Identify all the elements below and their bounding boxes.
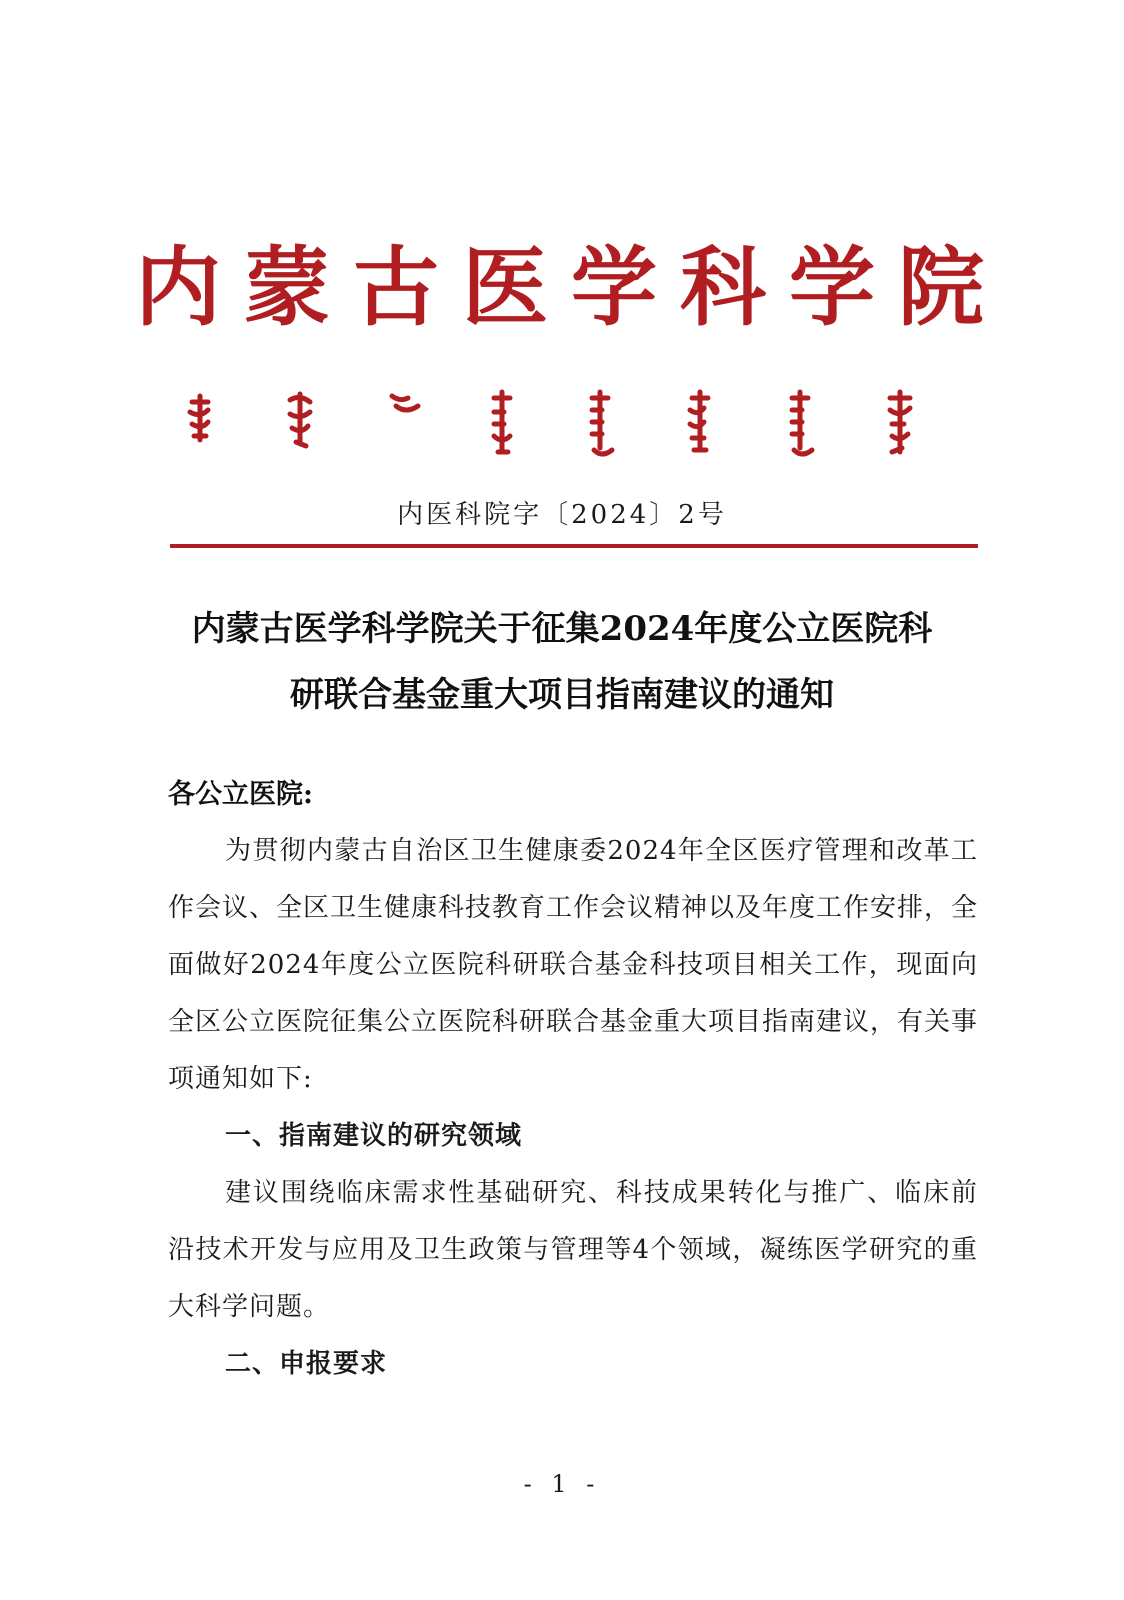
mongolian-glyph-5 xyxy=(578,388,618,460)
section-2-heading: 二、申报要求 xyxy=(225,1349,388,1379)
header-divider xyxy=(170,544,978,548)
intro-paragraph: 为贯彻内蒙古自治区卫生健康委2024年全区医疗管理和改革工作会议、全区卫生健康科技教育工作会议精神以及年度工作安排，全面做好2024年度公立医院科研联合基金科技项目相关工作，现面向全区公立医院征集公立医院科研联合基金重大项目指南建议，有关事项通知如下: xyxy=(168,836,979,1094)
mongolian-glyph-7 xyxy=(778,388,818,460)
mongolian-glyph-1 xyxy=(180,388,220,460)
mongolian-script-row xyxy=(170,388,930,460)
mongolian-glyph-2 xyxy=(280,388,320,460)
page-number: - 1 - xyxy=(523,1470,601,1498)
mongolian-glyph-6 xyxy=(678,388,718,460)
salutation: 各公立医院: xyxy=(168,779,313,810)
mongolian-glyph-4 xyxy=(480,388,520,460)
notice-title-line-1: 内蒙古医学科学院关于征集2024年度公立医院科 xyxy=(191,609,933,649)
notice-title xyxy=(150,596,974,728)
mongolian-glyph-3 xyxy=(382,388,422,460)
section-1-heading: 一、指南建议的研究领域 xyxy=(225,1121,523,1151)
institution-header-title: 内蒙古医学科学院 xyxy=(135,237,1007,338)
section-1-paragraph: 建议围绕临床需求性基础研究、科技成果转化与推广、临床前沿技术开发与应用及卫生政策与管理等4个领域，凝练医学研究的重大科学问题。 xyxy=(168,1178,978,1322)
notice-body xyxy=(168,823,978,1393)
mongolian-glyph-8 xyxy=(878,388,918,460)
document-number: 内医科院字〔2024〕2号 xyxy=(397,500,727,530)
notice-title-line-2: 研联合基金重大项目指南建议的通知 xyxy=(290,675,834,715)
